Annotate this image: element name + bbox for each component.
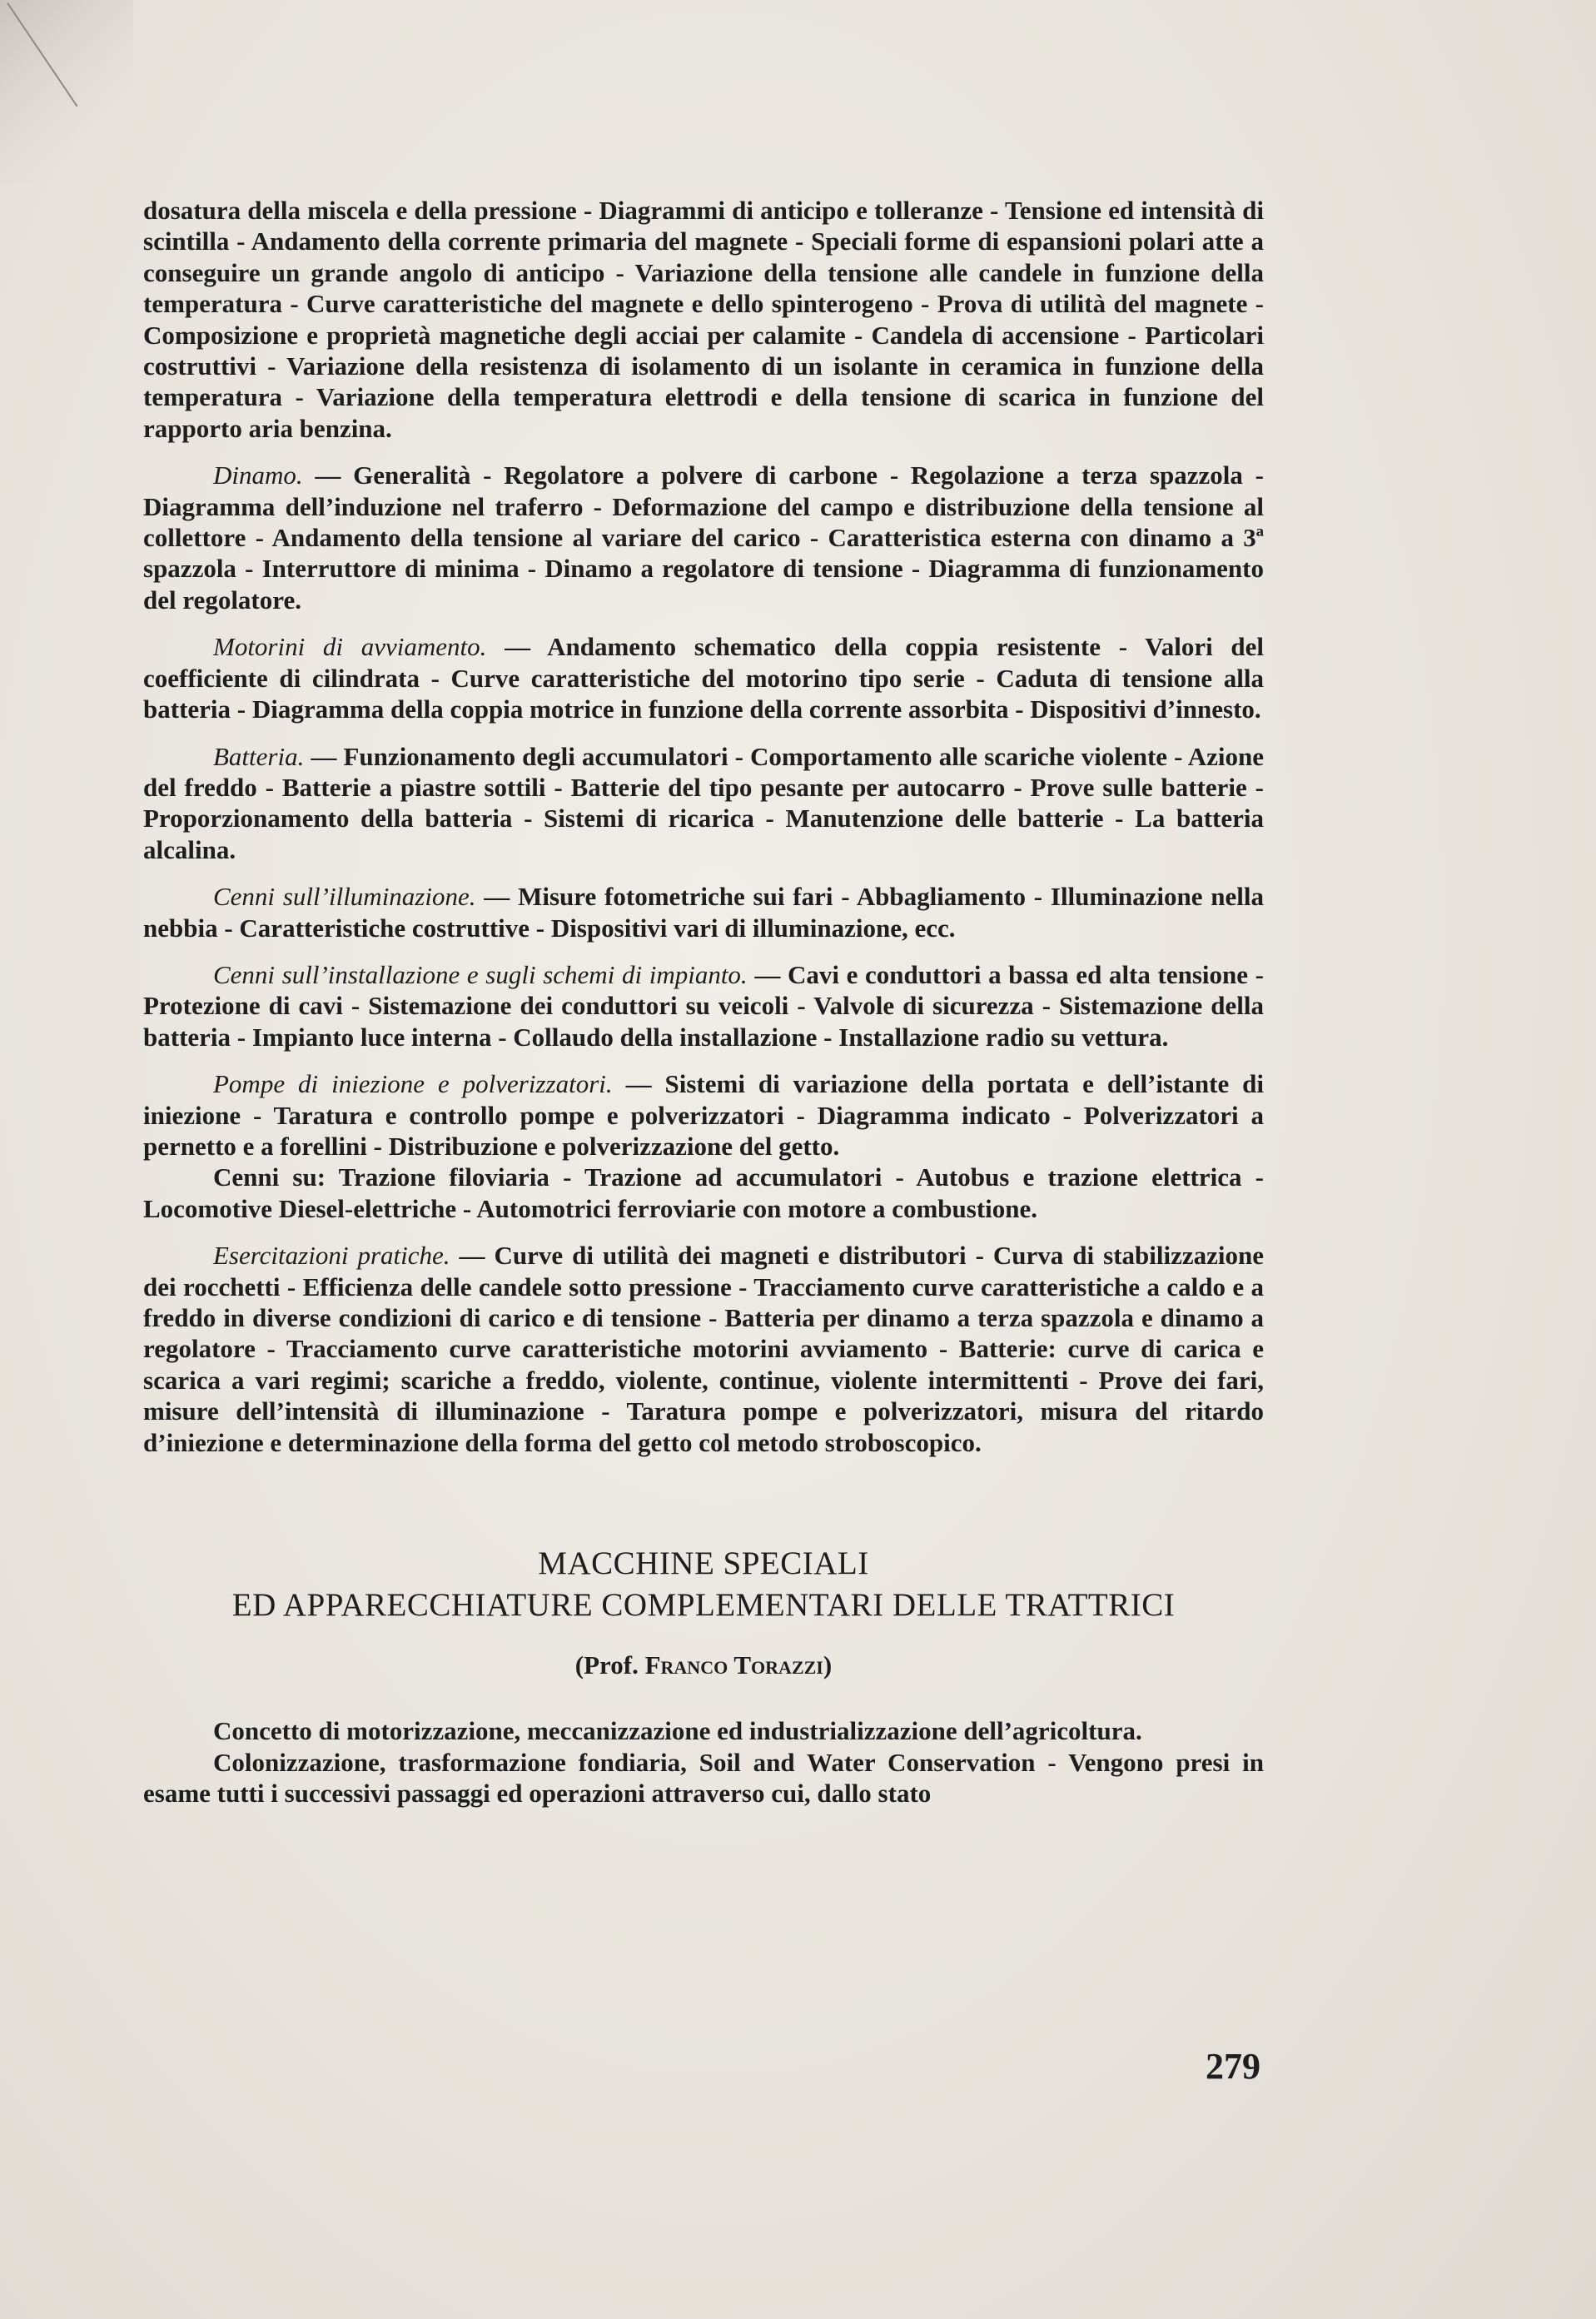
paragraph-esercitazioni	[143, 1240, 1264, 1458]
paragraph-illuminazione	[143, 881, 1264, 943]
section-title	[143, 1543, 1264, 1626]
paragraph-text: — Curve di utilità dei magneti e distributori - Curva di stabilizzazione dei rocchetti - Efficienza delle candele sotto pressione - Tracciamento curve caratteristiche a caldo e a freddo in diverse condizioni di carico e di tensione - Batteria per dinamo a terza spazzola e dinamo a regolatore - Tracciamento curve caratteristiche motorini avviamento - Batterie: curve di carica e scarica a vari regimi; scariche a freddo, violente, continue, violente intermittenti - Prove dei fari, misure dell’intensità di illuminazione - Taratura pompe e polverizzatori, misura del ritardo d’iniezione e determinazione della forma del getto col metodo stroboscopico.	[143, 1241, 1264, 1457]
paragraph-trazione	[143, 1162, 1264, 1224]
text-body	[143, 195, 1264, 1809]
paragraph-dinamo	[143, 460, 1264, 615]
paragraph-accensione	[143, 195, 1264, 444]
paragraph-text: — Sistemi di variazione della portata e dell’istante di iniezione - Taratura e controllo pompe e polverizzatori - Diagramma indicato - Polverizzatori a pernetto e a forellini - Distribuzione e polverizzazione del getto.	[143, 1069, 1264, 1161]
section-title-line-2: ED APPARECCHIATURE COMPLEMENTARI DELLE TRATTRICI	[231, 1587, 1176, 1624]
paragraph-text: dosatura della miscela e della pressione - Diagrammi di anticipo e tolleranze - Tensione ed intensità di scintilla - Andamento della corrente primaria del magnete - Speciali forme di espansioni polari atte a conseguire un grande angolo di anticipo - Variazione della tensione alle candele in funzione della temperatura - Curve caratteristiche del magnete e dello spinterogeno - Prova di utilità del magnete - Composizione e proprietà magnetiche degli acciai per calamite - Candela di accensione - Particolari costruttivi - Variazione della resistenza di isolamento di un isolante in ceramica in funzione della temperatura - Variazione della temperatura elettrodi e della tensione di scarica in funzione del rapporto aria benzina.	[143, 196, 1264, 443]
paragraph-pompe	[143, 1068, 1264, 1162]
paragraph-text: — Cavi e conduttori a bassa ed alta tensione - Protezione di cavi - Sistemazione dei conduttori su veicoli - Valvole di sicurezza - Sistemazione della batteria - Impianto luce interna - Collaudo della installazione - Installazione radio su vettura.	[143, 959, 1264, 1052]
paragraph-motorini	[143, 631, 1264, 724]
paragraph-batteria	[143, 741, 1264, 866]
paragraph-heading: Dinamo.	[213, 460, 303, 490]
paragraph-heading: Cenni sull’illuminazione.	[213, 882, 476, 912]
paragraph-text: — Misure fotometriche sui fari - Abbagliamento - Illuminazione nella nebbia - Caratteristiche costruttive - Dispositivi vari di illuminazione, ecc.	[143, 882, 1264, 943]
section-title-line-1: MACCHINE SPECIALI	[538, 1545, 869, 1582]
paragraph-heading: Pompe di iniezione e polverizzatori.	[213, 1069, 613, 1099]
paragraph-heading: Motorini di avviamento.	[213, 632, 487, 662]
paragraph-text: — Funzionamento degli accumulatori - Comportamento alle scariche violente - Azione del freddo - Batterie a piastre sottili - Batterie del tipo pesante per autocarro - Prove sulle batterie - Proporzionamento della batteria - Sistemi di ricarica - Manutenzione delle batterie - La batteria alcalina.	[143, 741, 1264, 864]
paragraph-text: Cenni su: Trazione filoviaria - Trazione ad accumulatori - Autobus e trazione elettrica - Locomotive Diesel-elettriche - Automotrici ferroviarie con motore a combustione.	[143, 1162, 1264, 1223]
page-number: 279	[1206, 2046, 1260, 2087]
paragraph-installazione	[143, 959, 1264, 1053]
author-suffix: )	[823, 1650, 833, 1680]
paragraph-heading: Esercitazioni pratiche.	[213, 1241, 450, 1271]
paragraph-text: — Andamento schematico della coppia resistente - Valori del coefficiente di cilindrata - Curve caratteristiche del motorino tipo serie - Caduta di tensione alla batteria - Diagramma della coppia motrice in funzione della corrente assorbita - Dispositivi d’innesto.	[143, 632, 1265, 724]
paragraph-text: — Generalità - Regolatore a polvere di carbone - Regolazione a terza spazzola - Diagramma dell’induzione nel traferro - Deformazione del campo e distribuzione della tensione al collettore - Andamento della tensione al variare del carico - Caratteristica esterna con dinamo a 3ª spazzola - Interruttore di minima - Dinamo a regolatore di tensione - Diagramma di funzionamento del regolatore.	[143, 460, 1264, 615]
author-prefix: (Prof.	[574, 1650, 645, 1680]
paragraph-heading: Batteria.	[213, 741, 305, 771]
section-paragraph: Concetto di motorizzazione, meccanizzazione ed industrializzazione dell’agricoltura.	[213, 1716, 1142, 1746]
paragraph-heading: Cenni sull’installazione e sugli schemi di impianto.	[213, 959, 748, 989]
section-author	[143, 1650, 1264, 1680]
author-name: Franco Torazzi	[644, 1650, 823, 1680]
section-paragraph: Colonizzazione, trasformazione fondiaria, Soil and Water Conservation - Vengono presi in esame tutti i successivi passaggi ed operazioni attraverso cui, dallo stato	[143, 1747, 1264, 1809]
